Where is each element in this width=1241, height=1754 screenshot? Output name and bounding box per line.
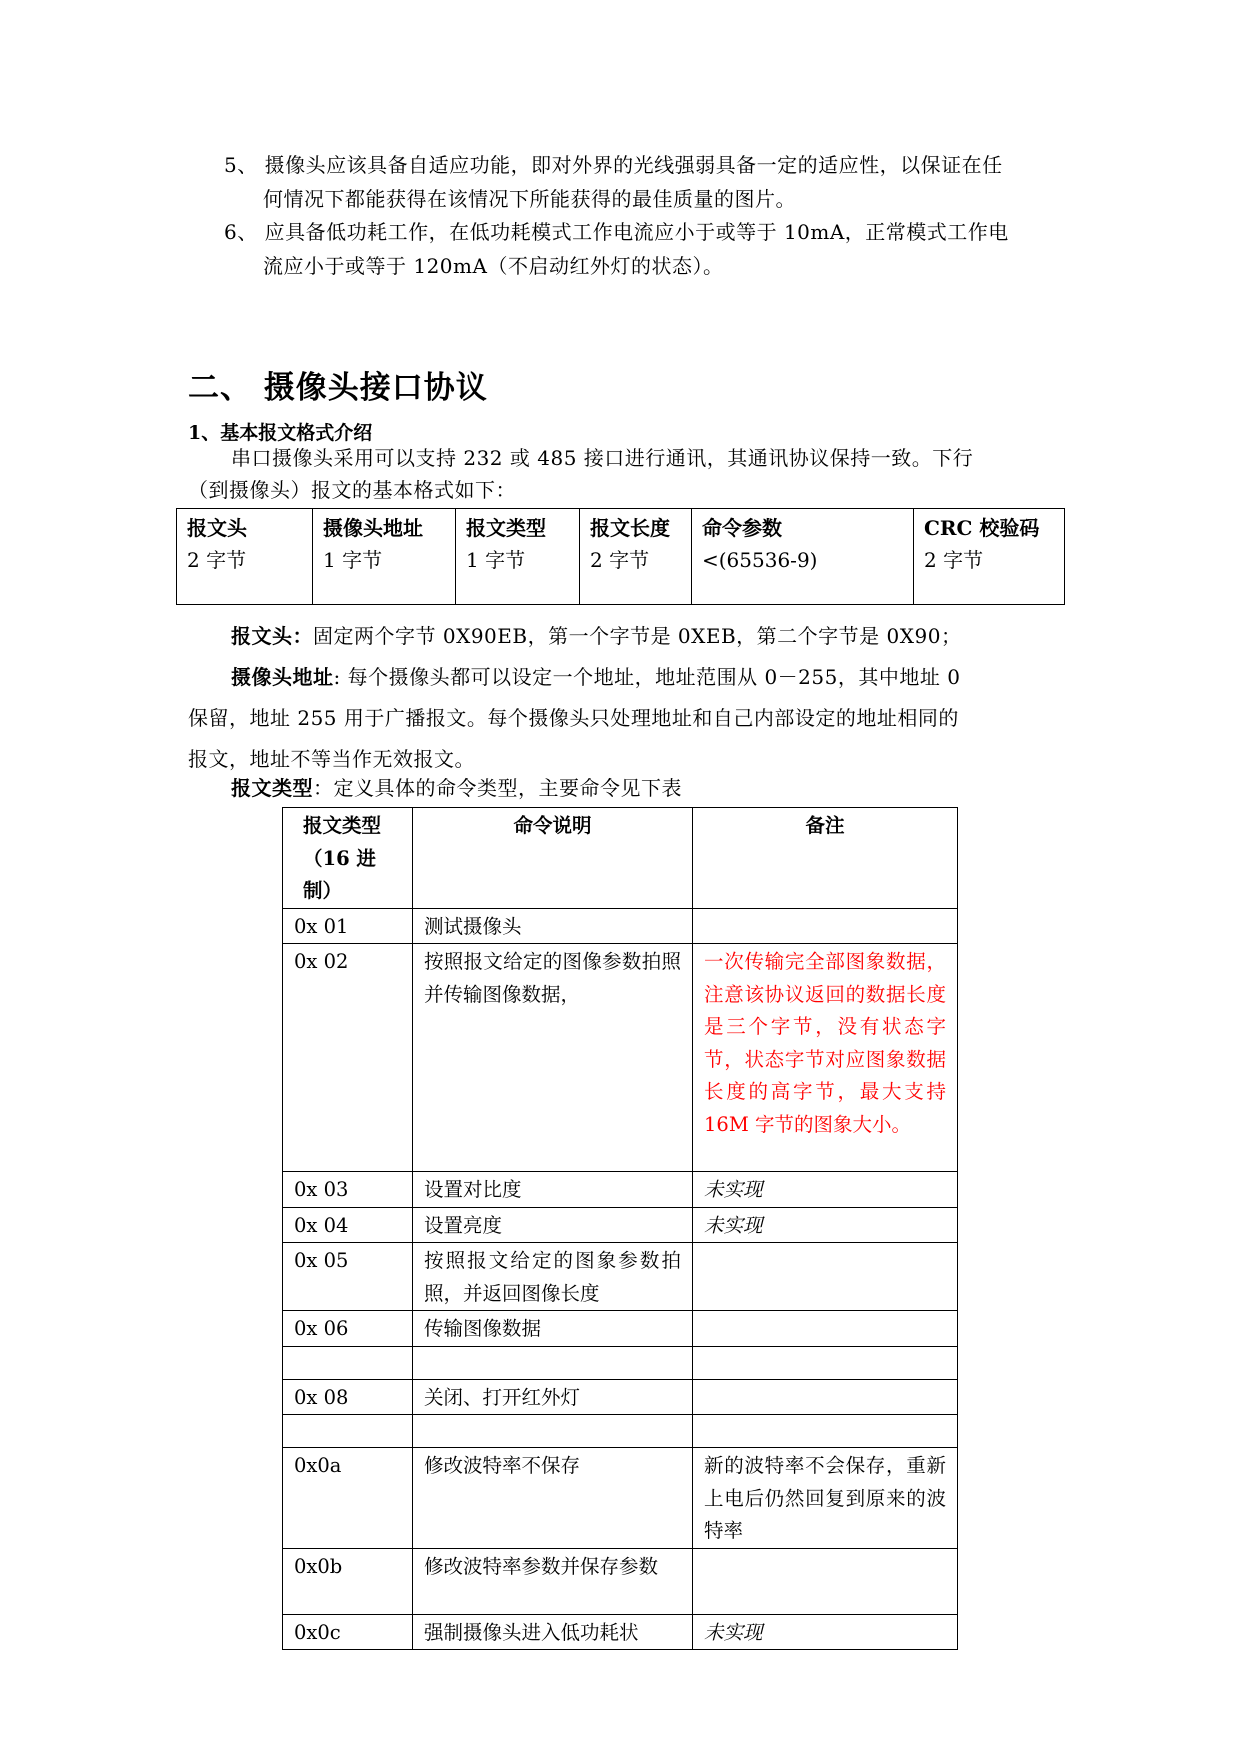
intro-line-2: （到摄像头）报文的基本格式如下： (188, 478, 516, 502)
cell-desc: 设置亮度 (413, 1207, 693, 1243)
table-row (283, 1311, 958, 1347)
desc-address-line-1 (231, 665, 960, 689)
cell-desc: 关闭、打开红外灯 (413, 1379, 693, 1415)
table-row (283, 1207, 958, 1243)
cell-code: 0x0b (283, 1548, 413, 1614)
cell-code: 0x 03 (283, 1172, 413, 1208)
cell-note (693, 1243, 958, 1311)
format-header: 报文头 (187, 516, 247, 540)
table-row (283, 1346, 958, 1379)
table-header-row (283, 808, 958, 909)
cell-code: 0x0a (283, 1448, 413, 1549)
cell-desc: 测试摄像头 (413, 908, 693, 944)
cell-note (693, 1379, 958, 1415)
cell-note: 未实现 (693, 1614, 958, 1650)
desc-header-label: 报文头： (231, 624, 313, 648)
cell-note (693, 1415, 958, 1448)
cell-code (283, 1346, 413, 1379)
desc-address-label: 摄像头地址 (231, 665, 334, 689)
table-row (177, 509, 1065, 605)
desc-header (231, 624, 961, 648)
format-value: 2 字节 (924, 548, 984, 572)
table-row (283, 944, 958, 1172)
command-type-table (282, 807, 958, 1650)
cell-note: 新的波特率不会保存，重新上电后仍然回复到原来的波特率 (693, 1448, 958, 1549)
cell-code: 0x 04 (283, 1207, 413, 1243)
cell-note (693, 1311, 958, 1347)
cell-desc: 按照报文给定的图像参数拍照并传输图像数据， (413, 944, 693, 1172)
cell-code: 0x 06 (283, 1311, 413, 1347)
message-format-table (176, 508, 1065, 605)
table-row (283, 908, 958, 944)
cell-note (693, 908, 958, 944)
table-row (283, 1243, 958, 1311)
desc-address-line-3: 报文，地址不等当作无效报文。 (188, 747, 475, 771)
cell-code: 0x 01 (283, 908, 413, 944)
cell-desc (413, 1346, 693, 1379)
cell-desc: 修改波特率参数并保存参数 (413, 1548, 693, 1614)
format-value: <(65536-9) (702, 548, 818, 572)
format-cell (692, 509, 914, 605)
cell-desc: 设置对比度 (413, 1172, 693, 1208)
format-header: 报文类型 (466, 516, 546, 540)
format-header: 摄像头地址 (323, 516, 423, 540)
format-value: 1 字节 (323, 548, 383, 572)
header-desc: 命令说明 (413, 808, 693, 909)
cell-code (283, 1415, 413, 1448)
list-item-5-line-2: 何情况下都能获得在该情况下所能获得的最佳质量的图片。 (263, 187, 796, 211)
format-header: 命令参数 (702, 516, 782, 540)
subheading: 1、基本报文格式介绍 (188, 422, 373, 444)
header-type: 报文类型（16 进制） (283, 808, 413, 909)
format-cell (580, 509, 692, 605)
desc-type-label: 报文类型 (231, 776, 313, 800)
cell-note: 一次传输完全部图象数据，注意该协议返回的数据长度是三个字节，没有状态字节，状态字节对应图象数据长度的高字节，最大支持 16M 字节的图象大小。 (693, 944, 958, 1172)
desc-address-text: : 每个摄像头都可以设定一个地址，地址范围从 0－255，其中地址 0 (333, 665, 961, 689)
format-header: CRC 校验码 (924, 516, 1040, 540)
header-note: 备注 (693, 808, 958, 909)
desc-type (231, 776, 682, 800)
cell-code: 0x 05 (283, 1243, 413, 1311)
desc-address-line-2: 保留，地址 255 用于广播报文。每个摄像头只处理地址和自己内部设定的地址相同的 (188, 706, 959, 730)
cell-note (693, 1346, 958, 1379)
format-value: 2 字节 (590, 548, 650, 572)
format-header: 报文长度 (590, 516, 670, 540)
list-item-6-line-1: 6、 应具备低功耗工作，在低功耗模式工作电流应小于或等于 10mA，正常模式工作电 (224, 220, 1009, 244)
desc-type-text: ：定义具体的命令类型，主要命令见下表 (313, 776, 682, 800)
table-row (283, 1448, 958, 1549)
desc-header-text: 固定两个字节 0X90EB，第一个字节是 0XEB，第二个字节是 0X90； (313, 624, 962, 648)
cell-note: 未实现 (693, 1172, 958, 1208)
cell-code: 0x 02 (283, 944, 413, 1172)
cell-code: 0x0c (283, 1614, 413, 1650)
intro-line-1: 串口摄像头采用可以支持 232 或 485 接口进行通讯，其通讯协议保持一致。下行 (231, 446, 974, 470)
cell-note (693, 1548, 958, 1614)
list-item-5-line-1: 5、 摄像头应该具备自适应功能，即对外界的光线强弱具备一定的适应性，以保证在任 (224, 153, 1003, 177)
cell-desc: 修改波特率不保存 (413, 1448, 693, 1549)
format-value: 2 字节 (187, 548, 247, 572)
cell-desc: 强制摄像头进入低功耗状 (413, 1614, 693, 1650)
cell-desc (413, 1415, 693, 1448)
format-cell (177, 509, 313, 605)
table-row (283, 1614, 958, 1650)
format-cell (914, 509, 1065, 605)
format-cell (313, 509, 456, 605)
section-heading: 二、 摄像头接口协议 (188, 370, 488, 406)
cell-note: 未实现 (693, 1207, 958, 1243)
table-row (283, 1379, 958, 1415)
cell-desc: 传输图像数据 (413, 1311, 693, 1347)
cell-desc: 按照报文给定的图象参数拍照，并返回图像长度 (413, 1243, 693, 1311)
format-cell (456, 509, 580, 605)
table-row (283, 1172, 958, 1208)
cell-code: 0x 08 (283, 1379, 413, 1415)
table-row (283, 1415, 958, 1448)
table-row (283, 1548, 958, 1614)
format-value: 1 字节 (466, 548, 526, 572)
list-item-6-line-2: 流应小于或等于 120mA（不启动红外灯的状态）。 (263, 254, 724, 278)
